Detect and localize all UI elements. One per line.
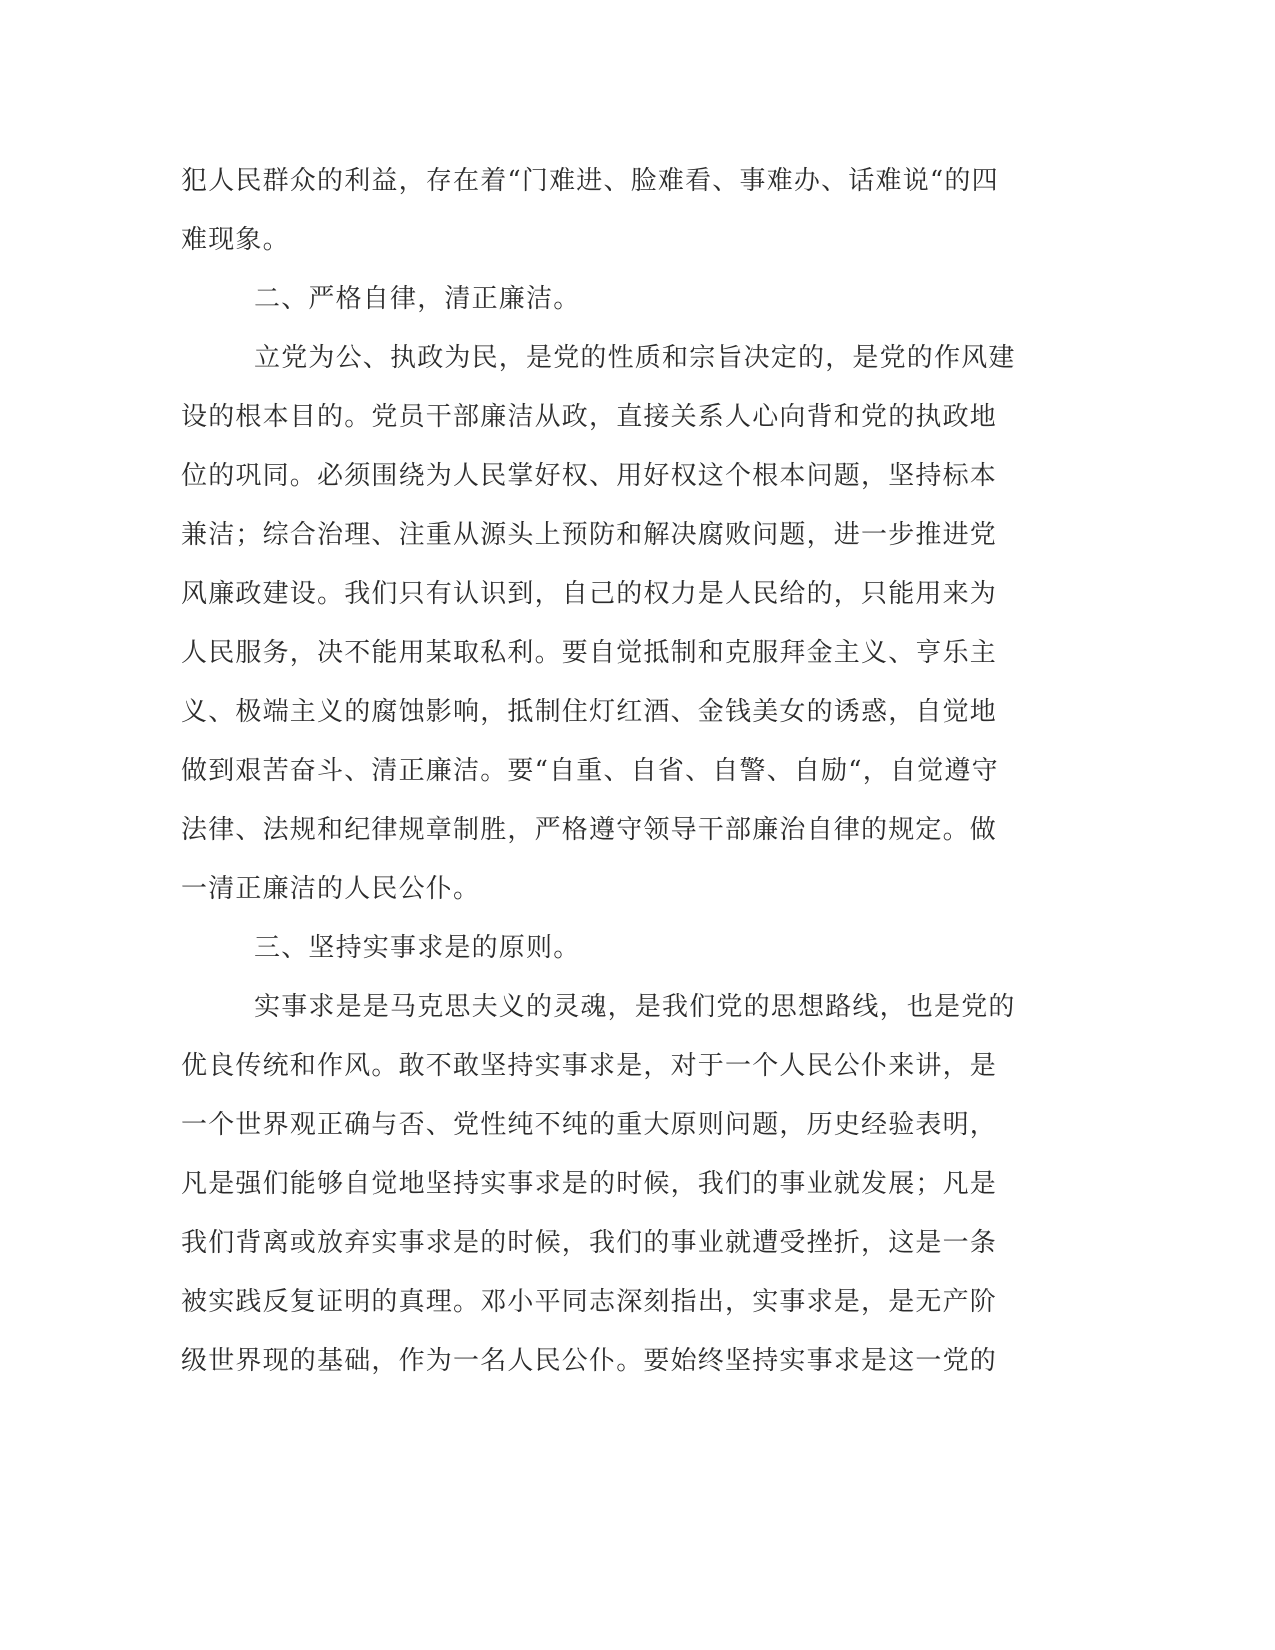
text-line: 我们背离或放弃实事求是的时候，我们的事业就遭受挫折，这是一条 bbox=[181, 1228, 998, 1258]
text-line: 义、极端主义的腐蚀影响，抵制住灯红酒、金钱美女的诱惑，自觉地 bbox=[181, 697, 998, 727]
text-line: 实事求是是马克思夫义的灵魂，是我们党的思想路线，也是党的 bbox=[254, 992, 1016, 1022]
text-line: 设的根本目的。党员干部廉洁从政，直接关系人心向背和党的执政地 bbox=[181, 402, 998, 432]
text-line: 法律、法规和纪律规章制胜，严格遵守领导干部廉治自律的规定。做 bbox=[181, 815, 998, 845]
text-line: 人民服务，决不能用某取私利。要自觉抵制和克服拜金主义、亨乐主 bbox=[181, 638, 998, 668]
text-line: 凡是强们能够自觉地坚持实事求是的时候，我们的事业就发展；凡是 bbox=[181, 1169, 998, 1199]
section-heading: 三、坚持实事求是的原则。 bbox=[254, 933, 581, 963]
text-line: 一清正廉洁的人民公仆。 bbox=[181, 874, 481, 904]
text-line: 难现象。 bbox=[181, 225, 290, 255]
text-line: 兼洁；综合治理、注重从源头上预防和解决腐败问题，进一步推进党 bbox=[181, 520, 998, 550]
text-line: 立党为公、执政为民，是党的性质和宗旨决定的，是党的作风建 bbox=[254, 343, 1016, 373]
text-line: 优良传统和作风。敢不敢坚持实事求是，对于一个人民公仆来讲，是 bbox=[181, 1051, 998, 1081]
text-line: 风廉政建设。我们只有认识到，自己的权力是人民给的，只能用来为 bbox=[181, 579, 998, 609]
text-line: 一个世界观正确与否、党性纯不纯的重大原则问题，历史经验表明， bbox=[181, 1110, 998, 1140]
text-line: 犯人民群众的利益，存在着“门难进、脸难看、事难办、话难说“的四 bbox=[181, 166, 999, 196]
text-line: 级世界现的基础，作为一名人民公仆。要始终坚持实事求是这一党的 bbox=[181, 1346, 998, 1376]
section-heading: 二、严格自律，清正廉洁。 bbox=[254, 284, 581, 314]
text-line: 位的巩同。必须围绕为人民掌好权、用好权这个根本问题，坚持标本 bbox=[181, 461, 998, 491]
text-line: 被实践反复证明的真理。邓小平同志深刻指出，实事求是，是无产阶 bbox=[181, 1287, 998, 1317]
text-line: 做到艰苦奋斗、清正廉洁。要“自重、自省、自警、自励“，自觉遵守 bbox=[181, 756, 999, 786]
